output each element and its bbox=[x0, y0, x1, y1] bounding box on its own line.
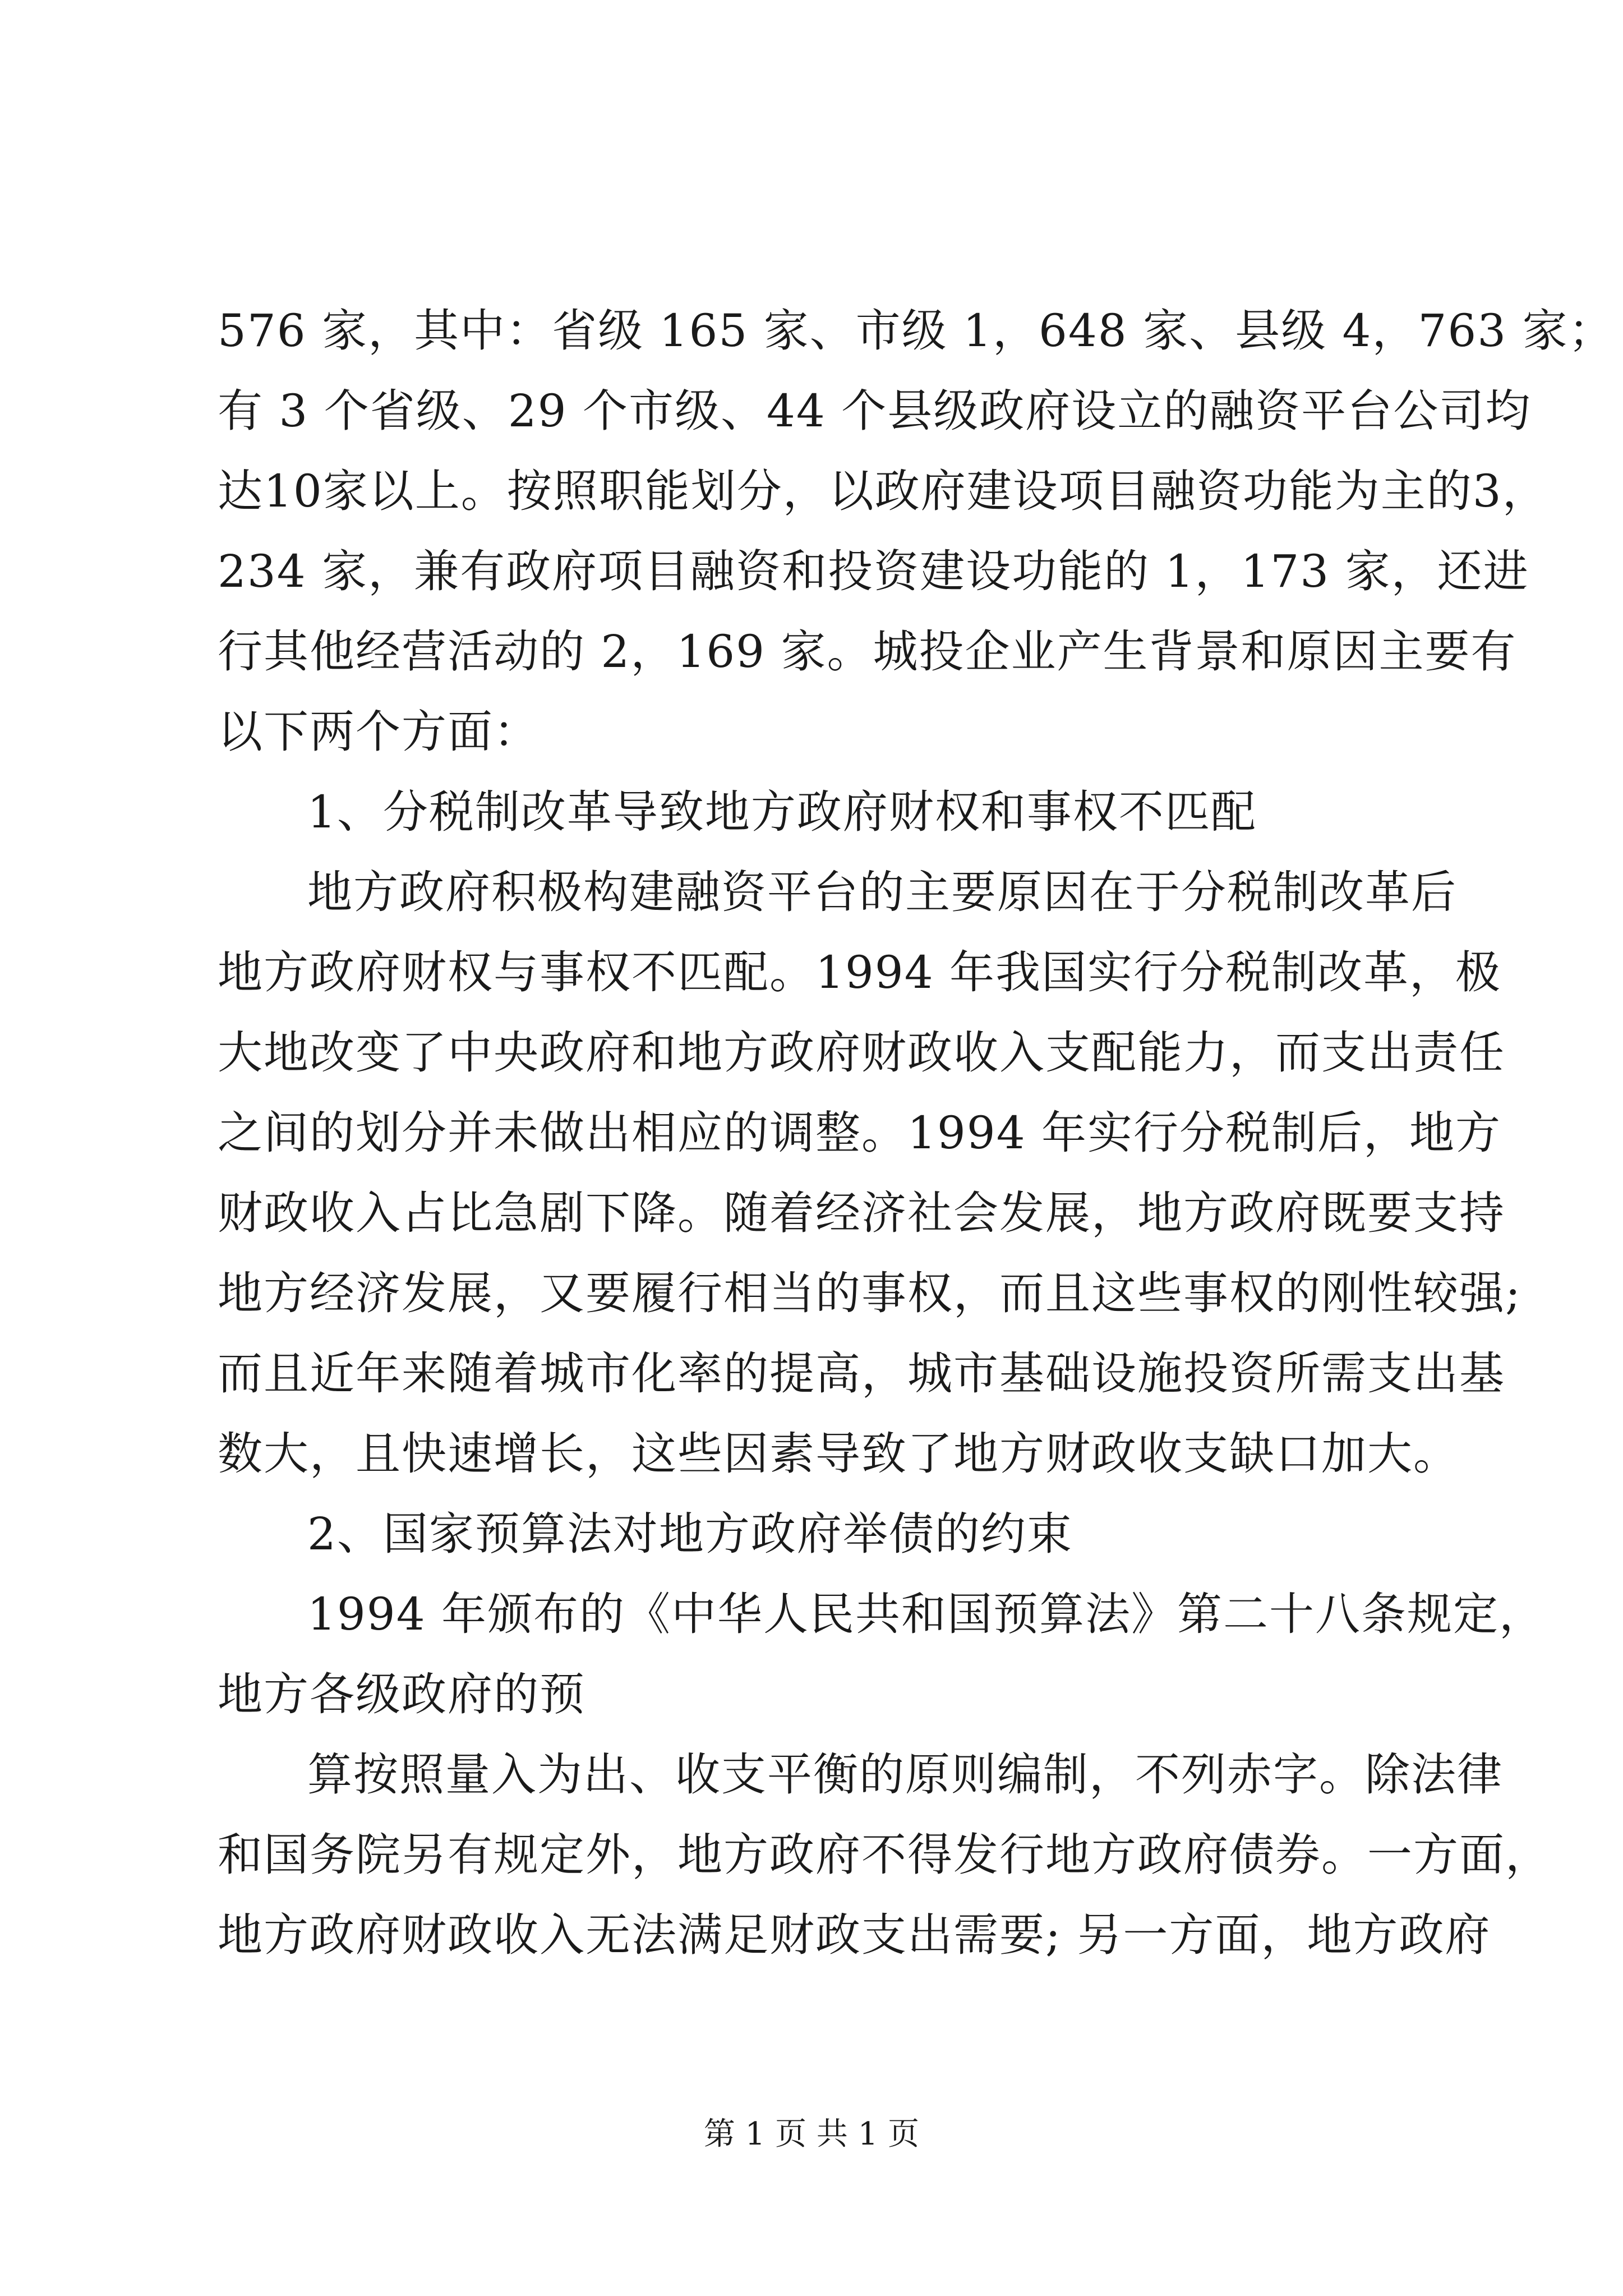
text-line: 576 家，其中：省级 165 家、市级 1，648 家、县级 4，763 家； bbox=[218, 305, 1615, 357]
section-heading: 2、国家预算法对地方政府举债的约束 bbox=[307, 1508, 1073, 1560]
text-line: 而且近年来随着城市化率的提高，城市基础设施投资所需支出基 bbox=[218, 1347, 1505, 1400]
text-line: 地方经济发展，又要履行相当的事权，而且这些事权的刚性较强; bbox=[218, 1267, 1521, 1319]
text-line: 以下两个方面： bbox=[218, 706, 540, 758]
text-line: 达10家以上。按照职能划分，以政府建设项目融资功能为主的3， bbox=[218, 465, 1548, 517]
text-line: 之间的划分并未做出相应的调整。1994 年实行分税制后，地方 bbox=[218, 1107, 1502, 1159]
text-line: 算按照量入为出、收支平衡的原则编制，不列赤字。除法律 bbox=[307, 1749, 1503, 1801]
text-line: 地方政府积极构建融资平台的主要原因在于分税制改革后 bbox=[307, 866, 1457, 918]
section-heading: 1、分税制改革导致地方政府财权和事权不匹配 bbox=[307, 786, 1257, 838]
page-footer: 第 1 页 共 1 页 bbox=[703, 2116, 920, 2152]
text-line: 有 3 个省级、29 个市级、44 个县级政府设立的融资平台公司均 bbox=[218, 385, 1532, 437]
text-line: 财政收入占比急剧下降。随着经济社会发展，地方政府既要支持 bbox=[218, 1187, 1505, 1239]
text-line: 地方政府财权与事权不匹配。1994 年我国实行分税制改革，极 bbox=[218, 946, 1502, 999]
text-line: 行其他经营活动的 2，169 家。城投企业产生背景和原因主要有 bbox=[218, 625, 1517, 678]
text-line: 地方政府财政收入无法满足财政支出需要; 另一方面，地方政府 bbox=[218, 1909, 1491, 1961]
text-line: 和国务院另有规定外，地方政府不得发行地方政府债券。一方面， bbox=[218, 1829, 1551, 1881]
text-line: 1994 年颁布的《中华人民共和国预算法》第二十八条规定， bbox=[307, 1588, 1546, 1640]
text-line: 234 家，兼有政府项目融资和投资建设功能的 1，173 家，还进 bbox=[218, 545, 1529, 597]
text-line: 大地改变了中央政府和地方政府财政收入支配能力，而支出责任 bbox=[218, 1027, 1505, 1079]
text-line: 数大，且快速增长，这些因素导致了地方财政收支缺口加大。 bbox=[218, 1428, 1459, 1480]
text-line: 地方各级政府的预 bbox=[218, 1668, 585, 1720]
